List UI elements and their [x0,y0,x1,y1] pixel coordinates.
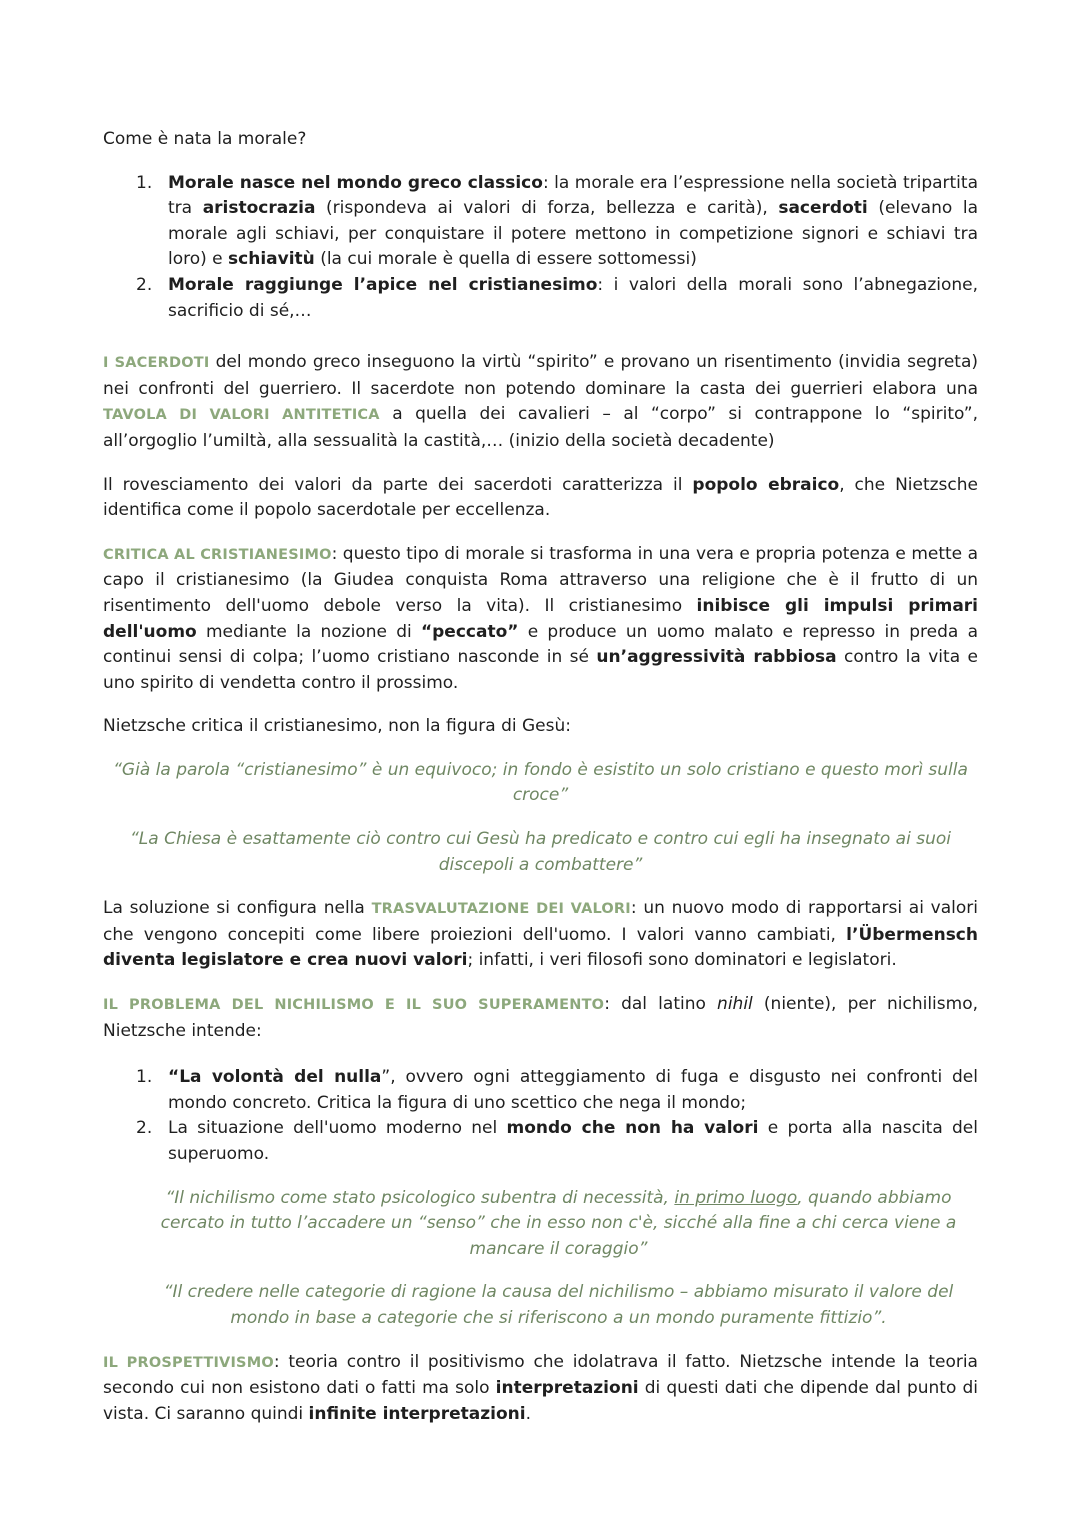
bold-term: popolo ebraico [692,474,840,495]
text-run: : i valori della morali sono l’abnegazione, sacrificio di sé,… [168,274,979,321]
text-run: a quella dei cavalieri – al “corpo” si contrappone lo “spirito”, all’orgoglio l’umiltà, alla sessualità la castità,… (inizio della società decadente) [103,404,978,451]
text-run: (rispondeva ai valori di forza, bellezza e carità), [315,198,779,219]
text-run: . [525,1403,531,1424]
list-number: 2. [136,1118,153,1139]
quote-mark: “ [168,1067,180,1088]
text-run: : questo tipo di morale si trasforma in una vera e propria potenza e mette a capo il cristianesimo (la Giudea conquista Roma attraverso una religione che è il frutto di un risentimento dell'uomo debole verso la vita). Il cristianesimo [103,543,979,616]
text-run: (niente), per nichilismo, Nietzsche intende: [103,994,978,1041]
bold-term: schiavitù [228,249,315,270]
text-run: contro la vita e uno spirito di vendetta contro il prossimo. [103,647,979,693]
underlined-phrase: in primo luogo [674,1187,798,1208]
text-run: mediante la nozione di [196,621,421,642]
text-run: La situazione dell'uomo moderno nel [168,1118,507,1139]
list-number: 1. [136,1067,153,1088]
list-number: 1. [136,172,153,193]
text-run: : dal latino [604,994,718,1015]
section-heading-prospettivismo: IL PROSPETTIVISMO [103,1354,274,1371]
text-run: La soluzione si configura nella [103,898,372,919]
quote-categorie: “Il credere nelle categorie di ragione la causa del nichilismo – abbiamo misurato il valore del mondo in base a categorie che si riferiscono a un mondo puramente fittizio”. [163,1282,954,1328]
paragraph-nichilismo [103,992,978,1044]
text-run: : teoria contro il positivismo che idolatrava il fatto. Nietzsche intende la teoria secondo cui non esistono dati o fatti ma solo [103,1351,978,1399]
document-page [103,127,978,1427]
quote-nichilismo [103,1186,978,1263]
text-run: ; infatti, i veri filosofi sono dominatori e legislatori. [467,950,897,971]
text-run: : un nuovo modo di rapportarsi ai valori che vengono concepiti come libere proiezioni dell'uomo. I valori vanno cambiati, [103,898,978,945]
text-run: : la morale era l’espressione nella società tripartita tra [168,172,978,219]
section-heading-tavola: TAVOLA DI VALORI ANTITETICA [103,407,380,424]
page-title: Come è nata la morale? [103,129,307,149]
paragraph-gesu: Nietzsche critica il cristianesimo, non la figura di Gesù: [103,716,571,737]
section-heading-trasvalutazione: TRASVALUTAZIONE DEI VALORI [371,901,631,918]
text-run: “Il nichilismo come stato psicologico subentra di necessità, [165,1187,675,1208]
paragraph-critica [103,542,978,697]
bold-term: “peccato” [420,621,519,642]
bold-term: l’Übermensch diventa legislatore e crea nuovi valori [103,924,978,971]
paragraph-rovesciamento [103,473,978,524]
text-run: , che Nietzsche identifica come il popolo sacerdotale per eccellenza. [103,474,978,521]
italic-term: nihil [717,994,753,1015]
paragraph-sacerdoti [103,350,978,454]
section-heading-critica: CRITICA AL CRISTIANESIMO [103,546,332,563]
list-item [103,1116,978,1167]
paragraph-prospettivismo [103,1350,978,1428]
list-number: 2. [136,274,153,295]
bold-term: mondo che non ha valori [506,1118,759,1139]
text-run: (la cui morale è quella di essere sottomessi) [314,249,697,270]
text-run: ”, ovvero ogni atteggiamento di fuga e disgusto nei confronti del mondo concreto. Critica la figura di uno scettico che nega il mondo; [168,1067,978,1113]
quote-chiesa: “La Chiesa è esattamente ciò contro cui Gesù ha predicato e contro cui egli ha insegnato ai suoi discepoli a combattere” [130,829,951,875]
section-heading-sacerdoti: I SACERDOTI [103,355,210,372]
paragraph-trasvalutazione [103,896,978,974]
bold-term: aristocrazia [202,198,316,219]
text-run: e porta alla nascita del superuomo. [168,1118,978,1164]
morale-origin-list [103,171,978,325]
text-run: Il rovesciamento dei valori da parte dei sacerdoti caratterizza il [103,474,693,495]
bold-term: inibisce gli impulsi primari dell'uomo [103,595,978,642]
text-run: (elevano la morale agli schiavi, per conquistare il potere mettono in competizione signori e schiavi tra loro) e [168,198,979,270]
list-item [103,1065,978,1116]
bold-term: Morale nasce nel mondo greco classico [168,172,543,193]
bold-term: sacerdoti [778,198,868,219]
text-run: del mondo greco inseguono la virtù “spirito” e provano un risentimento (invidia segreta) nei confronti del guerriero. Il sacerdote non potendo dominare la casta dei guerrieri elabora una [103,352,978,399]
text-run: e produce un uomo malato e represso in preda a continui sensi di colpa; l’uomo cristiano nasconde in sé [103,621,978,668]
text-run: , quando abbiamo cercato in tutto l’accadere un “senso” che in esso non c'è, sicché alla fine a chi cerca viene a mancare il coraggio” [160,1187,957,1259]
bold-term: interpretazioni [495,1378,639,1399]
bold-term: un’aggressività rabbiosa [596,647,837,668]
quote-cristianesimo: “Già la parola “cristianesimo” è un equivoco; in fondo è esistito un solo cristiano e questo morì sulla croce” [113,759,968,806]
bold-term: La volontà del nulla [179,1067,382,1088]
section-heading-nichilismo: IL PROBLEMA DEL NICHILISMO E IL SUO SUPERAMENTO [103,997,605,1014]
nichilismo-list [103,1065,978,1167]
text-run: di questi dati che dipende dal punto di vista. Ci saranno quindi [103,1378,978,1424]
bold-term: Morale raggiunge l’apice nel cristianesimo [168,274,598,295]
bold-term: infinite interpretazioni [308,1403,526,1424]
list-item [103,171,978,273]
list-item [103,273,978,324]
